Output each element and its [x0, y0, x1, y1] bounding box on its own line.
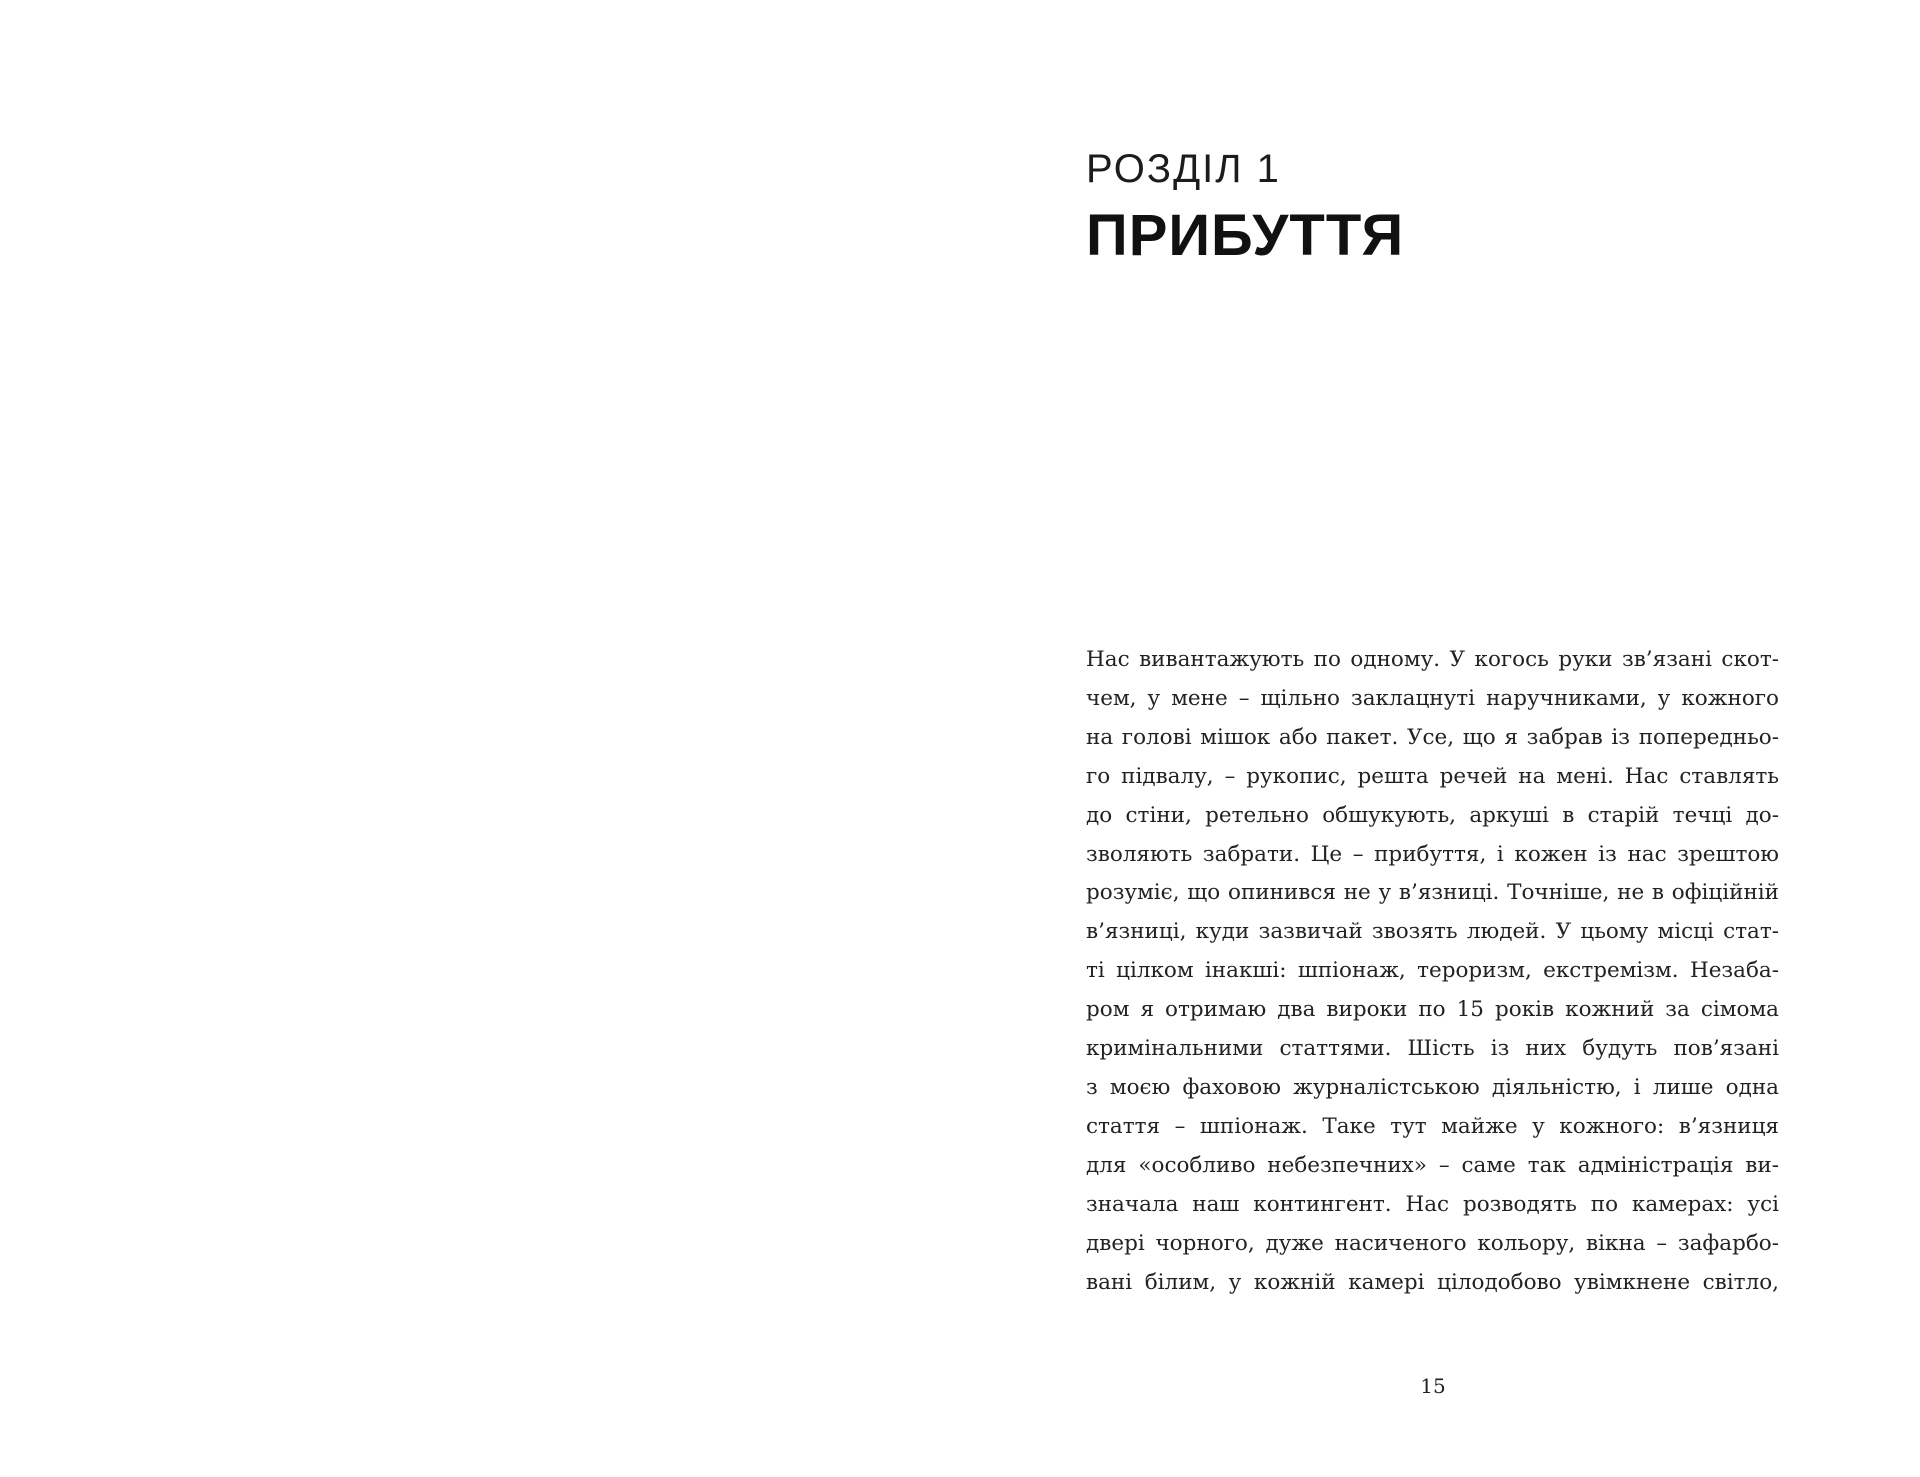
- page-number: 15: [1420, 1374, 1446, 1398]
- body-text: [1086, 641, 1779, 1302]
- body-line: кримінальними статтями. Шість із них будуть пов’язані: [1086, 1036, 1779, 1062]
- body-line: стаття – шпіонаж. Таке тут майже у кожного: в’язниця: [1086, 1113, 1779, 1139]
- body-line: в’язниці, куди зазвичай звозять людей. У цьому місці стат-: [1086, 919, 1779, 945]
- body-line: чем, у мене – щільно заклацнуті наручниками, у кожного: [1086, 685, 1779, 711]
- body-line: для «особливо небезпечних» – саме так адміністрація ви-: [1086, 1152, 1779, 1178]
- body-line: ром я отримаю два вироки по 15 років кожний за сімома: [1086, 997, 1779, 1023]
- body-line: розуміє, що опинився не у в’язниці. Точніше, не в офіційній: [1086, 880, 1779, 906]
- body-line: значала наш контингент. Нас розводять по камерах: усі: [1086, 1191, 1779, 1217]
- chapter-label: РОЗДІЛ 1: [1086, 147, 1281, 191]
- body-line: двері чорного, дуже насиченого кольору, вікна – зафарбо-: [1086, 1230, 1779, 1256]
- body-line: го підвалу, – рукопис, решта речей на мені. Нас ставлять: [1086, 763, 1779, 789]
- body-line: вані білим, у кожній камері цілодобово увімкнене світло,: [1086, 1269, 1779, 1295]
- body-line: з моєю фаховою журналістською діяльністю, і лише одна: [1086, 1074, 1779, 1100]
- body-line: Нас вивантажують по одному. У когось руки зв’язані скот-: [1086, 647, 1779, 672]
- body-line: ті цілком інакші: шпіонаж, тероризм, екстремізм. Незаба-: [1086, 958, 1779, 984]
- body-line: зволяють забрати. Це – прибуття, і кожен із нас зрештою: [1086, 841, 1779, 867]
- chapter-title: ПРИБУТТЯ: [1086, 203, 1405, 268]
- body-line: на голові мішок або пакет. Усе, що я забрав із попередньо-: [1086, 724, 1779, 750]
- body-line: до стіни, ретельно обшукують, аркуші в старій течці до-: [1086, 802, 1779, 828]
